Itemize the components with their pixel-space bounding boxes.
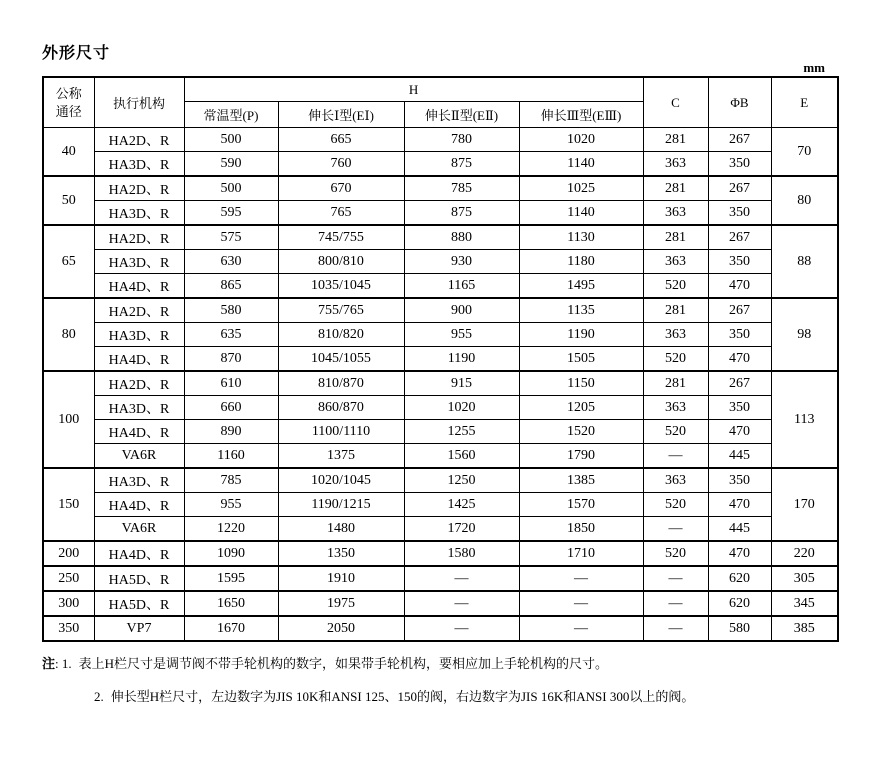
cell-phi-b: 470	[708, 274, 771, 299]
cell-h-extended-3: 1130	[519, 225, 643, 250]
table-row	[43, 493, 838, 517]
cell-actuator: HA4D、R	[94, 541, 184, 566]
cell-e: 113	[771, 371, 838, 468]
cell-h-extended-2: 1250	[404, 468, 519, 493]
cell-phi-b: 350	[708, 396, 771, 420]
cell-h-extended-3: 1190	[519, 323, 643, 347]
cell-c: 363	[643, 201, 708, 226]
cell-phi-b: 470	[708, 420, 771, 444]
table-row	[43, 517, 838, 542]
col-header-h-extended-2: 伸长Ⅱ型(EⅡ)	[404, 102, 519, 128]
nominal-diameter-line2: 通径	[55, 103, 82, 119]
cell-h-extended-1: 670	[278, 176, 404, 201]
cell-h-extended-2: 1580	[404, 541, 519, 566]
cell-h-extended-3: 1020	[519, 128, 643, 152]
cell-actuator: VA6R	[94, 517, 184, 542]
cell-nominal-diameter: 250	[43, 566, 94, 591]
table-row	[43, 420, 838, 444]
cell-h-extended-2: 875	[404, 152, 519, 177]
cell-c: 363	[643, 250, 708, 274]
cell-c: 281	[643, 128, 708, 152]
table-row	[43, 176, 838, 201]
table-header	[43, 77, 838, 128]
cell-h-normal: 610	[184, 371, 278, 396]
table-row	[43, 616, 838, 641]
cell-e: 70	[771, 128, 838, 177]
table-row	[43, 152, 838, 177]
cell-phi-b: 580	[708, 616, 771, 641]
cell-h-extended-3: 1135	[519, 298, 643, 323]
cell-h-extended-3: 1150	[519, 371, 643, 396]
cell-h-normal: 580	[184, 298, 278, 323]
cell-h-extended-1: 2050	[278, 616, 404, 641]
cell-c: 363	[643, 396, 708, 420]
cell-e: 80	[771, 176, 838, 225]
dimensions-table	[42, 76, 839, 642]
cell-c: 281	[643, 225, 708, 250]
note-1	[42, 655, 852, 674]
cell-h-normal: 955	[184, 493, 278, 517]
cell-h-extended-3: —	[519, 591, 643, 616]
cell-nominal-diameter: 100	[43, 371, 94, 468]
cell-nominal-diameter: 65	[43, 225, 94, 298]
cell-h-extended-1: 1975	[278, 591, 404, 616]
cell-h-extended-1: 1100/1110	[278, 420, 404, 444]
table-row	[43, 591, 838, 616]
cell-h-normal: 1220	[184, 517, 278, 542]
cell-phi-b: 350	[708, 250, 771, 274]
note-2	[94, 688, 852, 707]
notes-label: 注	[42, 656, 56, 671]
cell-c: —	[643, 444, 708, 469]
col-header-e: E	[771, 77, 838, 128]
cell-e: 88	[771, 225, 838, 298]
cell-h-normal: 660	[184, 396, 278, 420]
cell-e: 220	[771, 541, 838, 566]
cell-h-normal: 1650	[184, 591, 278, 616]
cell-h-normal: 1595	[184, 566, 278, 591]
cell-actuator: HA4D、R	[94, 420, 184, 444]
cell-h-extended-2: 930	[404, 250, 519, 274]
cell-h-normal: 595	[184, 201, 278, 226]
cell-h-normal: 870	[184, 347, 278, 372]
col-header-nominal-diameter	[43, 77, 94, 128]
cell-phi-b: 445	[708, 444, 771, 469]
cell-phi-b: 445	[708, 517, 771, 542]
table-body	[43, 128, 838, 642]
cell-actuator: HA4D、R	[94, 274, 184, 299]
cell-actuator: HA2D、R	[94, 298, 184, 323]
table-row	[43, 396, 838, 420]
cell-h-normal: 575	[184, 225, 278, 250]
cell-h-extended-1: 1035/1045	[278, 274, 404, 299]
cell-h-extended-1: 800/810	[278, 250, 404, 274]
cell-actuator: HA5D、R	[94, 591, 184, 616]
cell-c: —	[643, 566, 708, 591]
table-row	[43, 468, 838, 493]
cell-h-extended-3: 1385	[519, 468, 643, 493]
cell-h-normal: 500	[184, 176, 278, 201]
cell-h-extended-2: 1255	[404, 420, 519, 444]
cell-c: 363	[643, 323, 708, 347]
cell-h-extended-1: 745/755	[278, 225, 404, 250]
cell-h-extended-1: 860/870	[278, 396, 404, 420]
cell-h-extended-3: 1570	[519, 493, 643, 517]
header-block	[42, 40, 837, 76]
cell-actuator: HA3D、R	[94, 152, 184, 177]
note-1-number: 1.	[61, 656, 72, 671]
table-row	[43, 298, 838, 323]
cell-h-extended-1: 1020/1045	[278, 468, 404, 493]
col-header-h-extended-1: 伸长Ⅰ型(EⅠ)	[278, 102, 404, 128]
cell-h-extended-2: —	[404, 616, 519, 641]
cell-h-extended-2: 1425	[404, 493, 519, 517]
cell-actuator: HA3D、R	[94, 468, 184, 493]
cell-h-extended-1: 1350	[278, 541, 404, 566]
nominal-diameter-line1: 公称	[55, 85, 82, 101]
table-row	[43, 274, 838, 299]
cell-h-extended-2: 1720	[404, 517, 519, 542]
cell-h-normal: 635	[184, 323, 278, 347]
cell-actuator: HA3D、R	[94, 201, 184, 226]
cell-h-extended-2: —	[404, 591, 519, 616]
cell-h-extended-2: 875	[404, 201, 519, 226]
cell-c: 281	[643, 298, 708, 323]
cell-c: —	[643, 591, 708, 616]
cell-c: —	[643, 616, 708, 641]
col-header-h-normal: 常温型(P)	[184, 102, 278, 128]
cell-h-extended-1: 1045/1055	[278, 347, 404, 372]
cell-e: 305	[771, 566, 838, 591]
cell-e: 170	[771, 468, 838, 541]
cell-actuator: HA4D、R	[94, 347, 184, 372]
cell-h-extended-3: 1520	[519, 420, 643, 444]
cell-h-extended-3: 1710	[519, 541, 643, 566]
cell-c: 520	[643, 347, 708, 372]
cell-h-extended-2: —	[404, 566, 519, 591]
table-row	[43, 541, 838, 566]
cell-actuator: HA2D、R	[94, 128, 184, 152]
table-row	[43, 566, 838, 591]
table-row	[43, 201, 838, 226]
cell-nominal-diameter: 350	[43, 616, 94, 641]
cell-actuator: HA4D、R	[94, 493, 184, 517]
table-row	[43, 128, 838, 152]
cell-h-normal: 1670	[184, 616, 278, 641]
cell-h-normal: 590	[184, 152, 278, 177]
cell-h-extended-2: 785	[404, 176, 519, 201]
cell-c: 520	[643, 420, 708, 444]
cell-h-extended-2: 900	[404, 298, 519, 323]
cell-h-extended-2: 1020	[404, 396, 519, 420]
cell-h-extended-2: 1190	[404, 347, 519, 372]
cell-c: 281	[643, 371, 708, 396]
cell-c: 281	[643, 176, 708, 201]
cell-h-extended-3: 1140	[519, 201, 643, 226]
cell-actuator: HA3D、R	[94, 250, 184, 274]
cell-nominal-diameter: 200	[43, 541, 94, 566]
note-2-text: 伸长型H栏尺寸，左边数字为JIS 10K和ANSI 125、150的阀，右边数字为JIS 16K和ANSI 300以上的阀。	[110, 688, 695, 704]
cell-nominal-diameter: 40	[43, 128, 94, 177]
cell-h-extended-1: 1375	[278, 444, 404, 469]
table-row	[43, 225, 838, 250]
cell-h-extended-1: 665	[278, 128, 404, 152]
cell-h-extended-3: 1205	[519, 396, 643, 420]
cell-h-extended-1: 1910	[278, 566, 404, 591]
col-header-h-extended-3: 伸长Ⅲ型(EⅢ)	[519, 102, 643, 128]
cell-actuator: HA5D、R	[94, 566, 184, 591]
cell-phi-b: 620	[708, 591, 771, 616]
cell-c: 520	[643, 274, 708, 299]
cell-phi-b: 620	[708, 566, 771, 591]
cell-c: 363	[643, 468, 708, 493]
cell-phi-b: 267	[708, 225, 771, 250]
cell-h-extended-1: 1480	[278, 517, 404, 542]
cell-actuator: HA3D、R	[94, 396, 184, 420]
unit-label: mm	[803, 60, 825, 75]
header-row-1	[43, 77, 838, 102]
cell-h-extended-3: 1180	[519, 250, 643, 274]
cell-h-extended-3: 1025	[519, 176, 643, 201]
col-header-phi-b: ΦB	[708, 77, 771, 128]
cell-phi-b: 267	[708, 128, 771, 152]
table-row	[43, 347, 838, 372]
cell-h-extended-1: 810/870	[278, 371, 404, 396]
cell-actuator: HA2D、R	[94, 371, 184, 396]
table-row	[43, 250, 838, 274]
col-header-actuator: 执行机构	[94, 77, 184, 128]
cell-h-extended-3: 1495	[519, 274, 643, 299]
notes-colon: :	[55, 656, 59, 671]
cell-nominal-diameter: 150	[43, 468, 94, 541]
cell-h-extended-2: 915	[404, 371, 519, 396]
cell-h-extended-2: 955	[404, 323, 519, 347]
cell-h-extended-1: 765	[278, 201, 404, 226]
cell-h-extended-2: 1560	[404, 444, 519, 469]
cell-h-normal: 890	[184, 420, 278, 444]
table-row	[43, 371, 838, 396]
cell-phi-b: 470	[708, 541, 771, 566]
cell-h-normal: 785	[184, 468, 278, 493]
table-row	[43, 444, 838, 469]
notes-section	[42, 655, 852, 707]
cell-nominal-diameter: 80	[43, 298, 94, 371]
cell-phi-b: 350	[708, 468, 771, 493]
cell-actuator: VA6R	[94, 444, 184, 469]
cell-h-normal: 630	[184, 250, 278, 274]
cell-h-extended-3: —	[519, 566, 643, 591]
cell-h-extended-3: 1140	[519, 152, 643, 177]
cell-h-normal: 500	[184, 128, 278, 152]
cell-actuator: HA2D、R	[94, 225, 184, 250]
cell-actuator: HA2D、R	[94, 176, 184, 201]
cell-h-extended-2: 880	[404, 225, 519, 250]
cell-h-extended-2: 780	[404, 128, 519, 152]
cell-nominal-diameter: 50	[43, 176, 94, 225]
cell-e: 385	[771, 616, 838, 641]
cell-nominal-diameter: 300	[43, 591, 94, 616]
cell-e: 345	[771, 591, 838, 616]
cell-phi-b: 350	[708, 201, 771, 226]
cell-h-normal: 865	[184, 274, 278, 299]
cell-h-extended-2: 1165	[404, 274, 519, 299]
col-header-c: C	[643, 77, 708, 128]
cell-h-normal: 1160	[184, 444, 278, 469]
cell-phi-b: 267	[708, 298, 771, 323]
col-header-h-group: H	[184, 77, 643, 102]
cell-phi-b: 470	[708, 493, 771, 517]
cell-phi-b: 470	[708, 347, 771, 372]
cell-c: 520	[643, 541, 708, 566]
cell-phi-b: 350	[708, 323, 771, 347]
note-1-text: 表上H栏尺寸是调节阀不带手轮机构的数字，如果带手轮机构，要相应加上手轮机构的尺寸。	[78, 656, 609, 671]
cell-h-extended-3: —	[519, 616, 643, 641]
cell-actuator: HA3D、R	[94, 323, 184, 347]
cell-phi-b: 350	[708, 152, 771, 177]
cell-h-normal: 1090	[184, 541, 278, 566]
cell-c: 363	[643, 152, 708, 177]
cell-e: 98	[771, 298, 838, 371]
cell-phi-b: 267	[708, 176, 771, 201]
cell-h-extended-1: 755/765	[278, 298, 404, 323]
cell-c: —	[643, 517, 708, 542]
cell-h-extended-1: 1190/1215	[278, 493, 404, 517]
cell-h-extended-3: 1850	[519, 517, 643, 542]
cell-actuator: VP7	[94, 616, 184, 641]
table-row	[43, 323, 838, 347]
note-2-number: 2.	[94, 688, 104, 704]
cell-h-extended-3: 1790	[519, 444, 643, 469]
cell-c: 520	[643, 493, 708, 517]
cell-h-extended-1: 810/820	[278, 323, 404, 347]
cell-phi-b: 267	[708, 371, 771, 396]
cell-h-extended-3: 1505	[519, 347, 643, 372]
page-title: 外形尺寸	[42, 45, 111, 62]
cell-h-extended-1: 760	[278, 152, 404, 177]
